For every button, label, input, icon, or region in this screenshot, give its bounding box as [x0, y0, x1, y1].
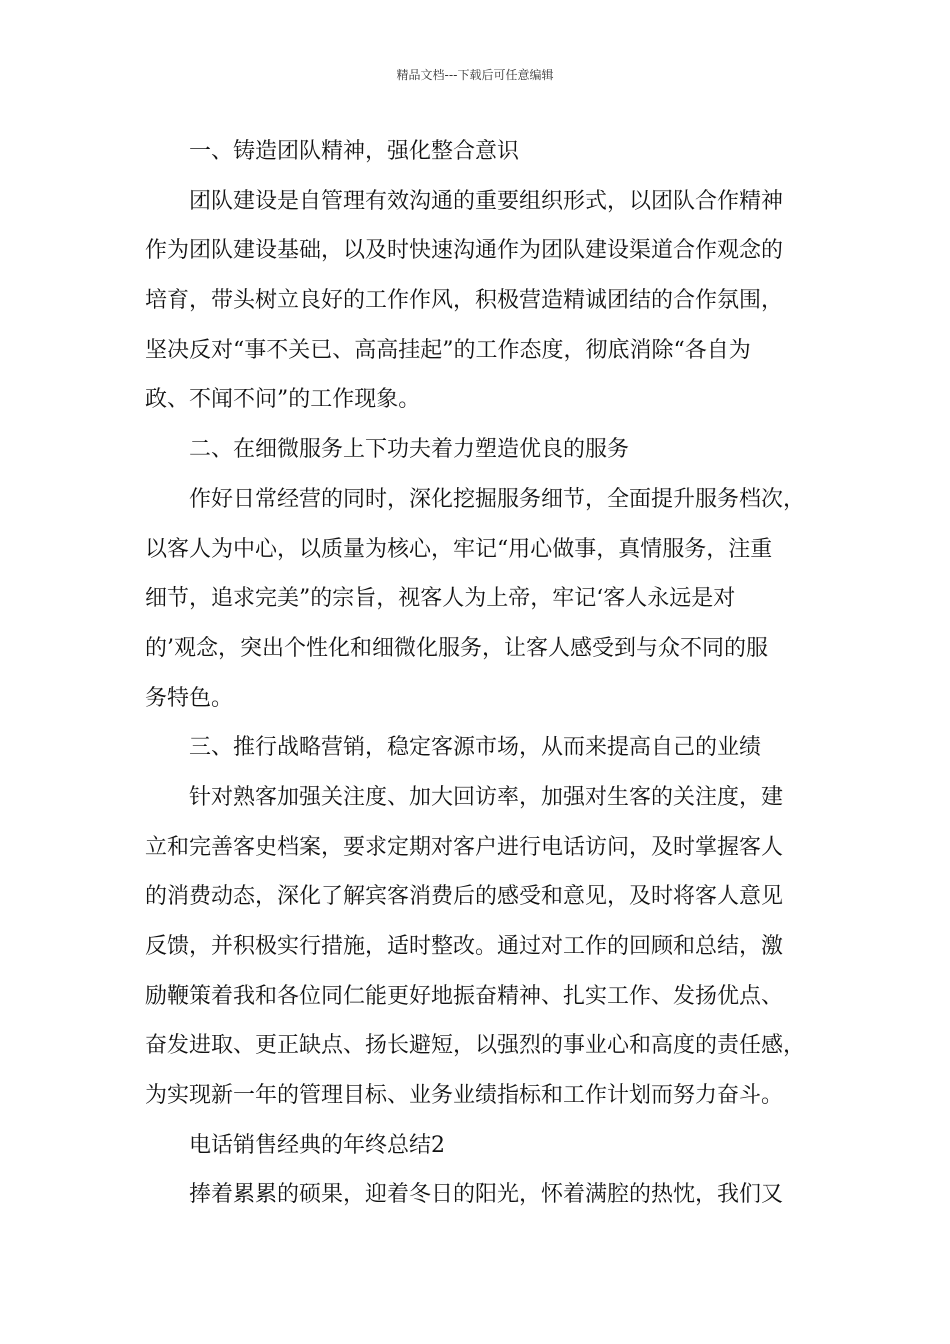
text-line: 作为团队建设基础，以及时快速沟通作为团队建设渠道合作观念的	[145, 238, 784, 264]
paragraph	[145, 475, 825, 723]
text-line: 团队建设是自管理有效沟通的重要组织形式，以团队合作精神	[189, 188, 784, 214]
paragraph	[145, 1170, 825, 1220]
text-line: 立和完善客史档案，要求定期对客户进行电话访问，及时掌握客人	[145, 834, 784, 860]
text-line: 反馈，并积极实行措施，适时整改。通过对工作的回顾和总结，激	[145, 934, 784, 959]
text-line: 以客人为中心，以质量为核心，牢记“用心做事，真情服务，注重	[145, 536, 773, 562]
text-line: 奋发进取、更正缺点、扬长避短，以强烈的事业心和高度的责任感，	[145, 1033, 806, 1059]
page-header: 精品文档---下载后可任意编辑	[396, 68, 554, 82]
text-line: 培育，带头树立良好的工作作风，积极营造精诚团结的合作氛围，	[145, 288, 784, 314]
text-line: 的’观念，突出个性化和细微化服务，让客人感受到与众不同的服	[145, 635, 768, 661]
text-line: 作好日常经营的同时，深化挖掘服务细节，全面提升服务档次，	[189, 486, 806, 512]
text-line: 三、推行战略营销，稳定客源市场，从而来提高自己的业绩	[189, 735, 762, 761]
text-line: 针对熟客加强关注度、加大回访率，加强对生客的关注度，建	[189, 784, 784, 810]
text-line: 电话销售经典的年终总结2	[189, 1132, 445, 1158]
text-line: 二、在细微服务上下功夫着力塑造优良的服务	[189, 437, 630, 463]
text-line: 励鞭策着我和各位同仁能更好地振奋精神、扎实工作、发扬优点、	[145, 983, 784, 1009]
paragraph	[145, 773, 825, 1121]
document-body	[145, 127, 825, 1220]
paragraph	[145, 177, 825, 425]
text-line: 为实现新一年的管理目标、业务业绩指标和工作计划而努力奋斗。	[145, 1083, 784, 1109]
paragraph	[145, 425, 825, 475]
text-line: 的消费动态，深化了解宾客消费后的感受和意见，及时将客人意见	[145, 884, 784, 910]
text-line: 务特色。	[145, 685, 234, 711]
paragraph	[145, 127, 825, 177]
text-line: 捧着累累的硕果，迎着冬日的阳光，怀着满腔的热忱，我们又	[189, 1182, 784, 1208]
text-line: 政、不闻不问”的工作现象。	[145, 387, 421, 413]
text-line: 坚决反对“事不关已、高高挂起”的工作态度，彻底消除“各自为	[145, 337, 751, 363]
paragraph	[145, 723, 825, 773]
text-line: 一、铸造团队精神，强化整合意识	[189, 139, 520, 164]
text-line: 细节，追求完美”的宗旨，视客人为上帝，牢记‘客人永远是对	[145, 586, 736, 612]
paragraph	[145, 1121, 825, 1171]
